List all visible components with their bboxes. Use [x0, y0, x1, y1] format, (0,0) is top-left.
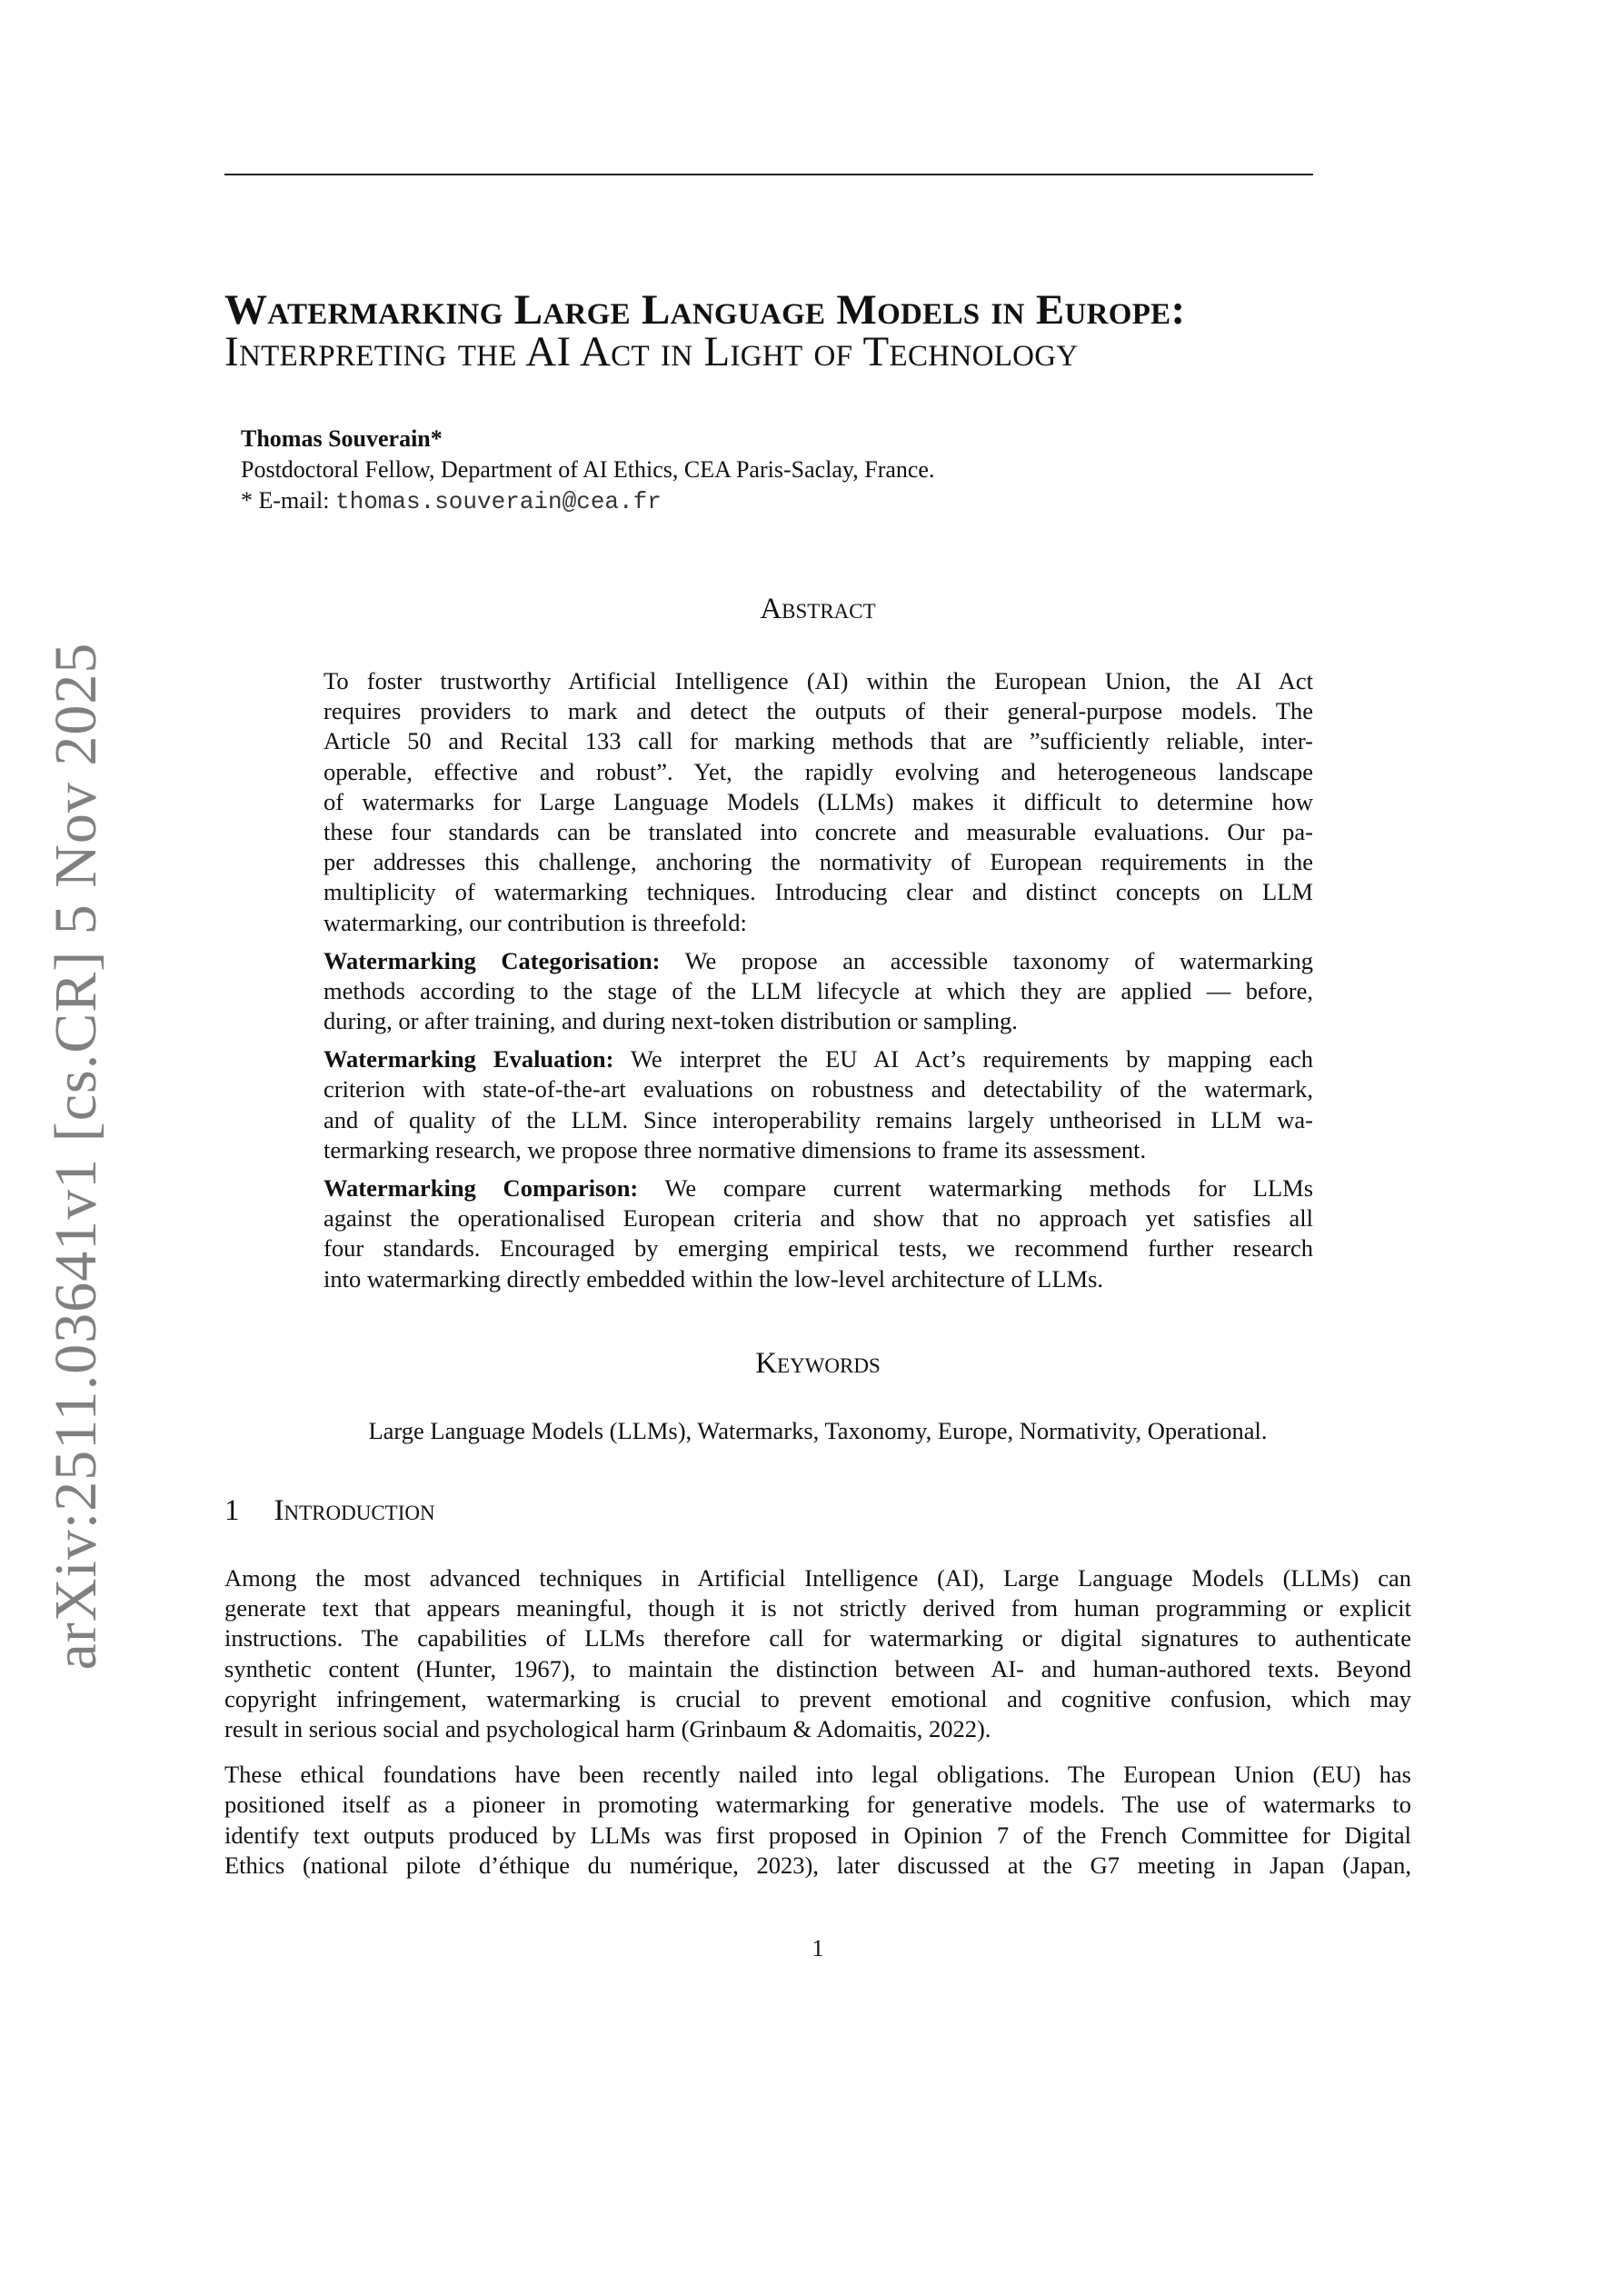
item-lead: Watermarking Evaluation: [324, 1045, 614, 1073]
text-line: watermarking, our contribution is threefold: [324, 908, 747, 936]
keywords-text: Large Language Models (LLMs), Watermarks, Taxonomy, Europe, Normativity, Operational. [368, 1417, 1268, 1444]
paragraph [224, 1760, 1411, 1881]
text-line: positioned itself as a pioneer in promoting watermarking for generative models. The use of watermarks to [224, 1791, 1411, 1819]
text-line: Article 50 and Recital 133 call for marking methods that are ”sufficiently reliable, inter- [324, 727, 1313, 755]
text-line: per addresses this challenge, anchoring the normativity of European requirements in the [324, 848, 1313, 876]
section-heading-introduction [224, 1494, 435, 1528]
contribution-item [324, 1044, 1313, 1165]
text-line: operable, effective and robust”. Yet, the rapidly evolving and heterogeneous landscape [324, 757, 1313, 785]
author-email-line [241, 485, 662, 517]
text-line: copyright infringement, watermarking is crucial to prevent emotional and cognitive confusion, which may [224, 1684, 1411, 1712]
page-number: 1 [812, 1934, 824, 1962]
arxiv-side-stamp: arXiv:2511.03641v1 [cs.CR] 5 Nov 2025 [43, 642, 109, 1671]
text-line: and of quality of the LLM. Since interoperability remains largely untheorised in LLM wa- [324, 1105, 1313, 1133]
item-text: We propose an accessible taxonomy of watermarking [660, 946, 1313, 974]
item-text: We compare current watermarking methods for LLMs [638, 1174, 1313, 1202]
text-line: multiplicity of watermarking techniques. Introducing clear and distinct concepts on LLM [324, 878, 1313, 906]
text-line: criterion with state-of-the-art evaluations on robustness and detectability of the watermark, [324, 1075, 1313, 1103]
section-title: Introduction [274, 1494, 435, 1527]
text-line: Ethics (national pilote d’éthique du numérique, 2023), later discussed at the G7 meeting in Japan (Japan, [224, 1851, 1411, 1879]
header-rule [224, 174, 1313, 175]
abstract-heading: Abstract [760, 593, 876, 625]
text-line: during, or after training, and during next-token distribution or sampling. [324, 1007, 1018, 1035]
text-line: result in serious social and psychological harm (Grinbaum & Adomaitis, 2022). [224, 1714, 991, 1742]
abstract-body [324, 666, 1313, 1294]
text-line: To foster trustworthy Artificial Intelligence (AI) within the European Union, the AI Act [324, 667, 1313, 694]
author-affiliation: Postdoctoral Fellow, Department of AI Ethics, CEA Paris-Saclay, France. [241, 456, 935, 483]
email-link[interactable]: thomas.souverain@cea.fr [334, 488, 662, 515]
item-lead: Watermarking Comparison: [324, 1174, 639, 1202]
keywords-heading: Keywords [755, 1347, 881, 1380]
text-line [324, 946, 1313, 976]
text-line: instructions. The capabilities of LLMs therefore call for watermarking or digital signatures to authenticate [224, 1624, 1411, 1652]
contribution-item [324, 946, 1313, 1037]
text-line [324, 1173, 1313, 1203]
text-line: requires providers to mark and detect the outputs of their general-purpose models. The [324, 697, 1313, 725]
author-name: Thomas Souverain* [241, 425, 443, 452]
text-line: four standards. Encouraged by emerging empirical tests, we recommend further research [324, 1234, 1313, 1263]
text-line: against the operationalised European criteria and show that no approach yet satisfies all [324, 1204, 1313, 1233]
email-label: * E-mail: [241, 487, 335, 514]
text-line: into watermarking directly embedded within the low-level architecture of LLMs. [324, 1264, 1104, 1293]
text-line: methods according to the stage of the LLM lifecycle at which they are applied — before, [324, 976, 1313, 1004]
text-line: generate text that appears meaningful, though it is not strictly derived from human programming or explicit [224, 1594, 1411, 1622]
contribution-item [324, 1173, 1313, 1294]
text-line: these four standards can be translated into concrete and measurable evaluations. Our pa- [324, 817, 1313, 845]
paper-title-line1: Watermarking Large Language Models in Europe: [224, 286, 1186, 334]
section-number: 1 [224, 1494, 240, 1527]
paper-title-line2: Interpreting the AI Act in Light of Technology [224, 328, 1079, 375]
item-lead: Watermarking Categorisation: [324, 946, 661, 974]
text-line [324, 1044, 1313, 1074]
paragraph [224, 1563, 1411, 1744]
item-text: We interpret the EU AI Act’s requirements by mapping each [613, 1045, 1313, 1073]
text-line: synthetic content (Hunter, 1967), to maintain the distinction between AI- and human-authored texts. Beyond [224, 1654, 1411, 1682]
text-line: termarking research, we propose three normative dimensions to frame its assessment. [324, 1135, 1147, 1163]
text-line: of watermarks for Large Language Models (LLMs) makes it difficult to determine how [324, 787, 1313, 815]
text-line: These ethical foundations have been recently nailed into legal obligations. The European Union (EU) has [224, 1761, 1411, 1789]
introduction-body [224, 1563, 1411, 1881]
text-line: Among the most advanced techniques in Artificial Intelligence (AI), Large Language Models (LLMs) can [224, 1564, 1411, 1592]
text-line: identify text outputs produced by LLMs was first proposed in Opinion 7 of the French Committee for Digital [224, 1821, 1411, 1849]
